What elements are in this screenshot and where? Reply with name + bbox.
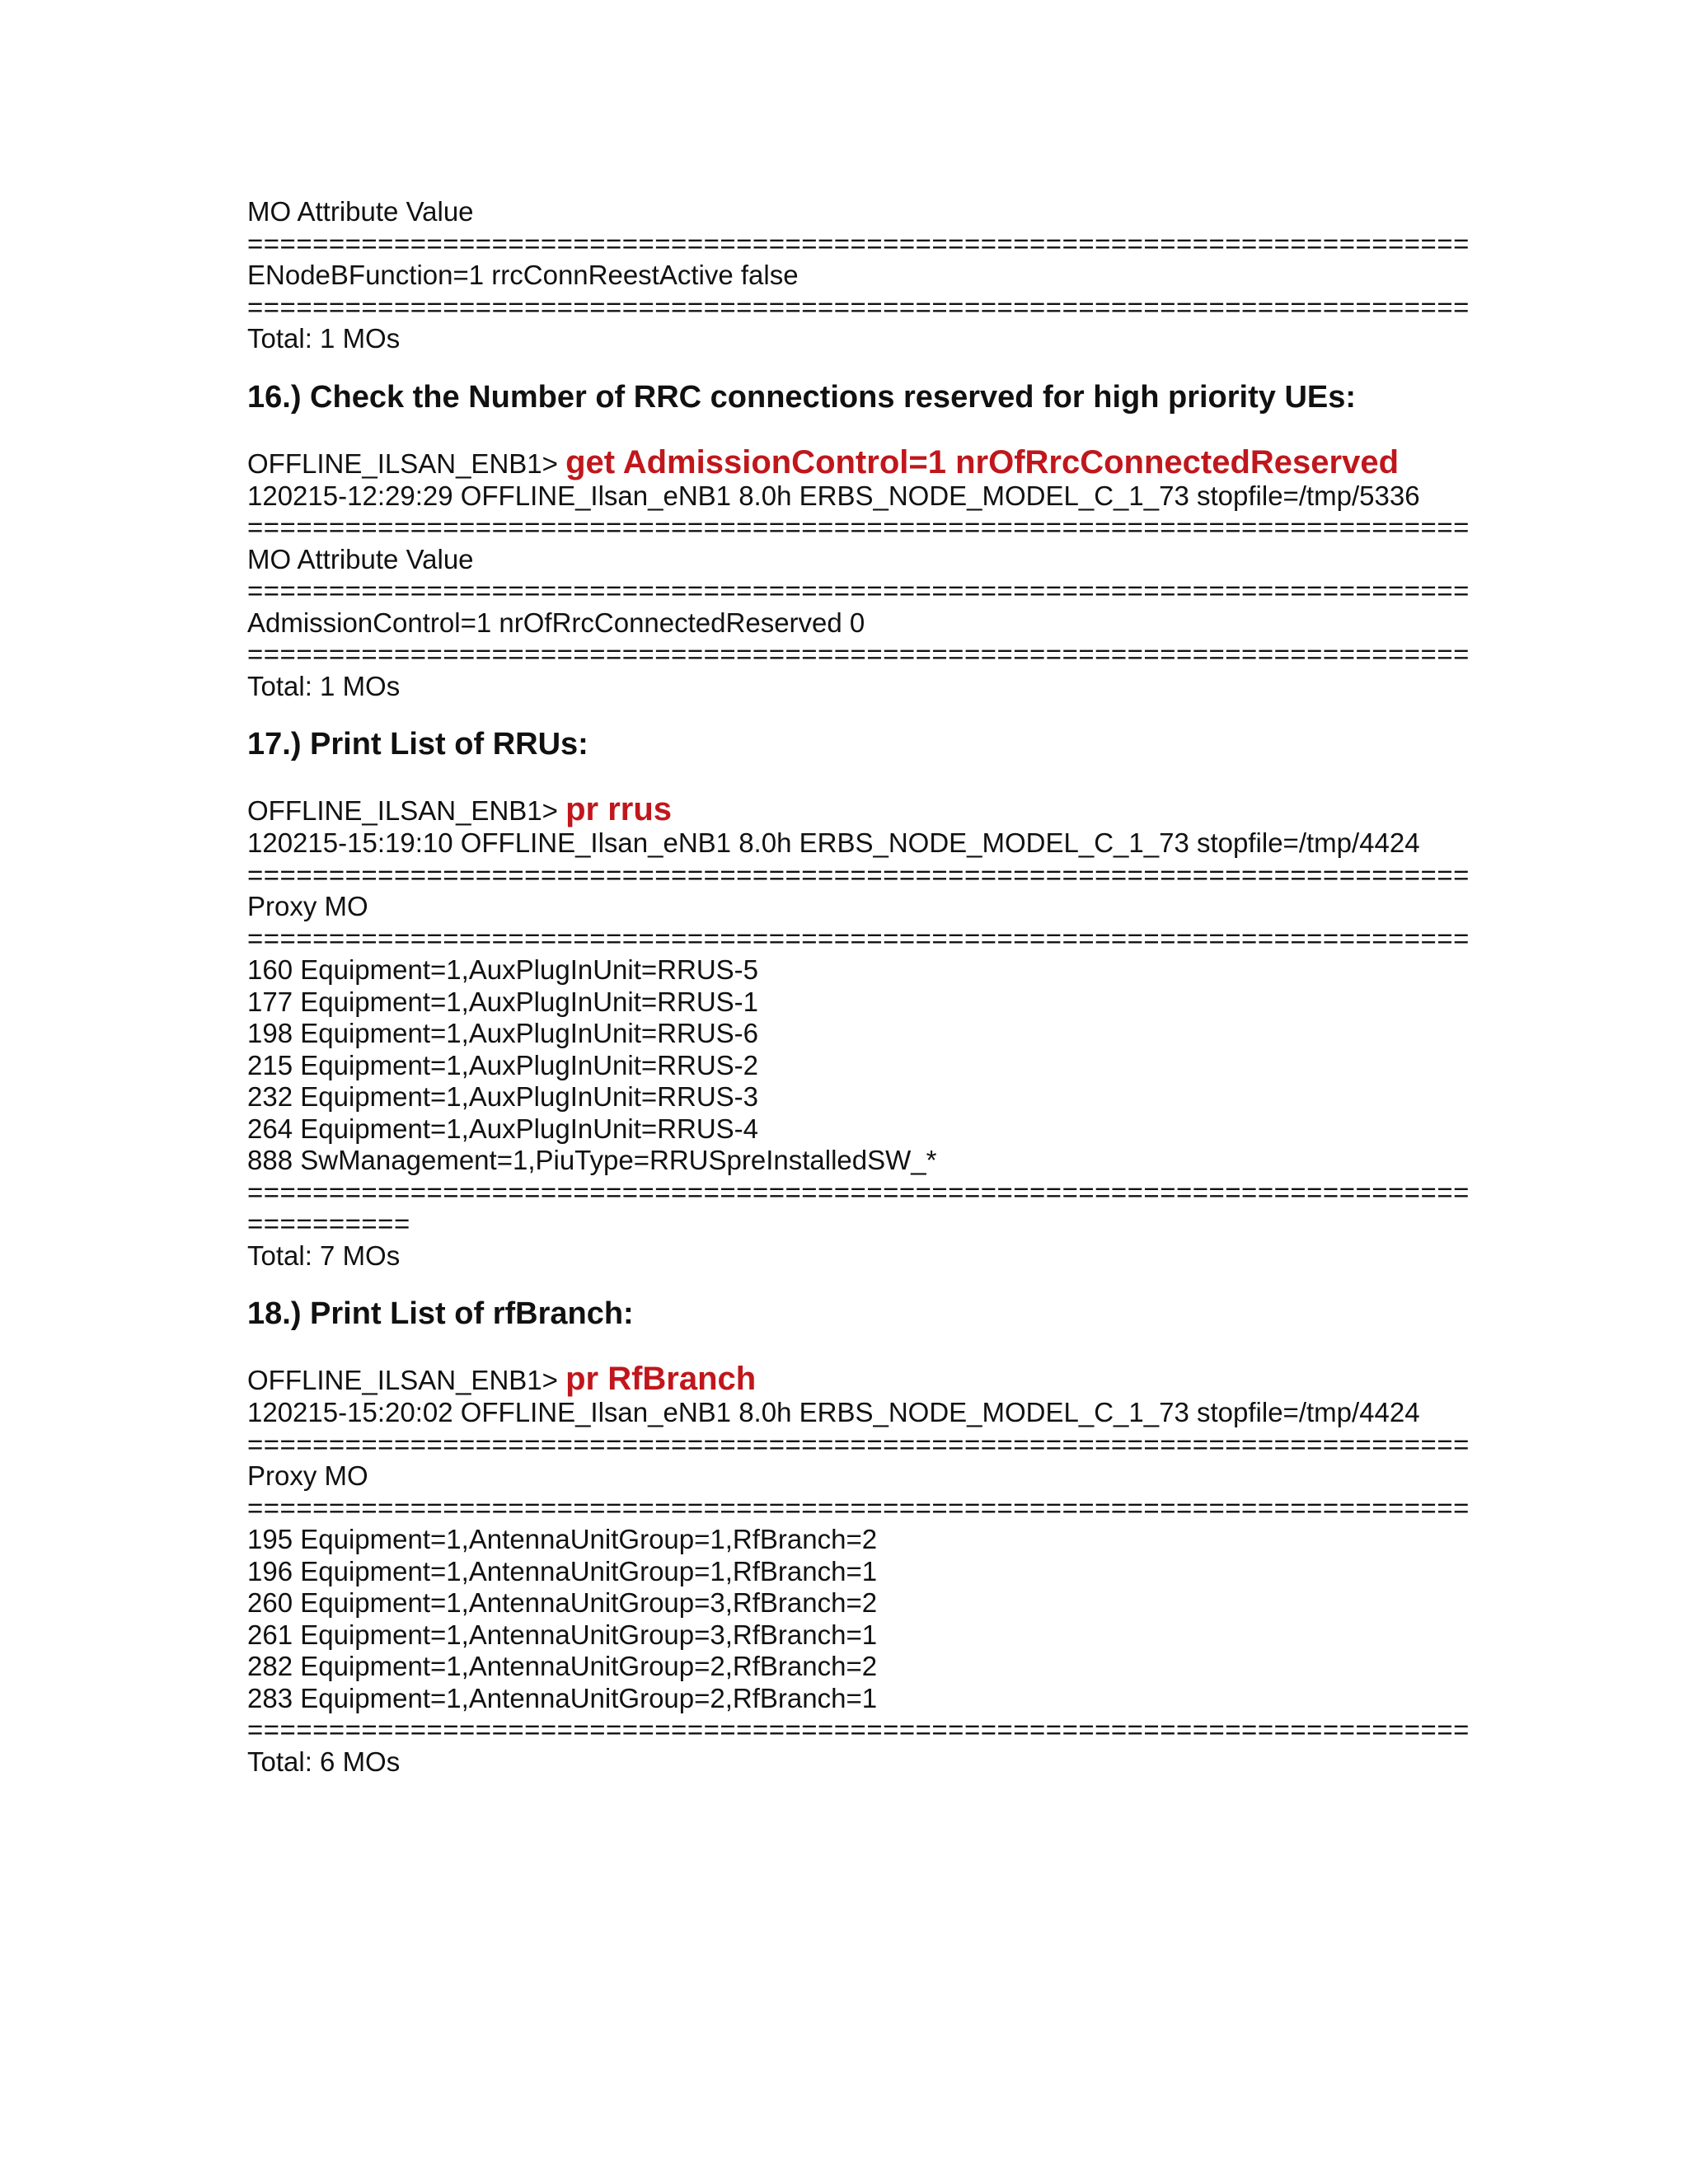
section-16 bbox=[247, 378, 1484, 703]
section-18-heading: 18.) Print List of rfBranch: bbox=[247, 1296, 634, 1331]
section-16-header: MO Attribute Value bbox=[247, 543, 474, 574]
document-page bbox=[247, 196, 1484, 1778]
section-17-info: 120215-15:19:10 OFFLINE_Ilsan_eNB1 8.0h ERBS_NODE_MODEL_C_1_73 stopfile=/tmp/4424 bbox=[247, 827, 1420, 858]
separator: =========================================================================== bbox=[247, 227, 1470, 259]
list-item: 177 Equipment=1,AuxPlugInUnit=RRUS-1 bbox=[247, 986, 759, 1017]
command-text: pr RfBranch bbox=[565, 1361, 757, 1397]
section-16-info: 120215-12:29:29 OFFLINE_Ilsan_eNB1 8.0h ERBS_NODE_MODEL_C_1_73 stopfile=/tmp/5336 bbox=[247, 480, 1420, 511]
section-18-info: 120215-15:20:02 OFFLINE_Ilsan_eNB1 8.0h ERBS_NODE_MODEL_C_1_73 stopfile=/tmp/4424 bbox=[247, 1397, 1420, 1427]
separator: =========================================================================== bbox=[247, 1714, 1470, 1745]
section-16-row: AdmissionControl=1 nrOfRrcConnectedReserved 0 bbox=[247, 607, 865, 638]
top-total: Total: 1 MOs bbox=[247, 323, 401, 354]
section-17-heading: 17.) Print List of RRUs: bbox=[247, 727, 588, 762]
list-item: 160 Equipment=1,AuxPlugInUnit=RRUS-5 bbox=[247, 954, 759, 985]
section-18-total: Total: 6 MOs bbox=[247, 1746, 401, 1777]
section-17-header: Proxy MO bbox=[247, 891, 368, 921]
section-18-header: Proxy MO bbox=[247, 1460, 368, 1491]
top-header: MO Attribute Value bbox=[247, 196, 474, 227]
list-item: 260 Equipment=1,AntennaUnitGroup=3,RfBranch=2 bbox=[247, 1587, 878, 1618]
list-item: 283 Equipment=1,AntennaUnitGroup=2,RfBranch=1 bbox=[247, 1682, 878, 1713]
separator: =========================================================================== bbox=[247, 922, 1470, 954]
section-16-heading: 16.) Check the Number of RRC connections reserved for high priority UEs: bbox=[247, 379, 1357, 415]
list-item: 196 Equipment=1,AntennaUnitGroup=1,RfBranch=1 bbox=[247, 1555, 878, 1586]
separator: =========================================================================== bbox=[247, 859, 1470, 890]
prompt-text: OFFLINE_ILSAN_ENB1> bbox=[247, 795, 566, 826]
section-16-total: Total: 1 MOs bbox=[247, 670, 401, 701]
section-18 bbox=[247, 1295, 1484, 1778]
separator-short: ========== bbox=[247, 1208, 410, 1239]
separator: =========================================================================== bbox=[247, 512, 1470, 542]
separator: =========================================================================== bbox=[247, 1492, 1470, 1523]
separator: =========================================================================== bbox=[247, 639, 1470, 669]
separator: =========================================================================== bbox=[247, 291, 1470, 322]
prompt-text: OFFLINE_ILSAN_ENB1> bbox=[247, 1365, 566, 1395]
command-text: get AdmissionControl=1 nrOfRrcConnectedReserved bbox=[565, 443, 1400, 480]
section-17-command-line bbox=[247, 793, 1484, 827]
top-block bbox=[247, 196, 1484, 355]
section-18-command-line bbox=[247, 1362, 1484, 1397]
separator: =========================================================================== bbox=[247, 1428, 1470, 1460]
list-item: 261 Equipment=1,AntennaUnitGroup=3,RfBranch=1 bbox=[247, 1619, 878, 1650]
list-item: 215 Equipment=1,AuxPlugInUnit=RRUS-2 bbox=[247, 1049, 759, 1080]
section-17-total: Total: 7 MOs bbox=[247, 1240, 401, 1271]
command-text: pr rrus bbox=[565, 791, 673, 827]
list-item: 232 Equipment=1,AuxPlugInUnit=RRUS-3 bbox=[247, 1081, 759, 1112]
list-item: 198 Equipment=1,AuxPlugInUnit=RRUS-6 bbox=[247, 1018, 759, 1048]
prompt-text: OFFLINE_ILSAN_ENB1> bbox=[247, 448, 566, 479]
list-item: 282 Equipment=1,AntennaUnitGroup=2,RfBranch=2 bbox=[247, 1651, 878, 1681]
list-item: 264 Equipment=1,AuxPlugInUnit=RRUS-4 bbox=[247, 1113, 759, 1144]
separator: =========================================================================== bbox=[247, 1176, 1470, 1207]
section-16-command-line bbox=[247, 443, 1484, 480]
section-17 bbox=[247, 725, 1484, 1272]
separator: =========================================================================== bbox=[247, 575, 1470, 606]
list-item: 195 Equipment=1,AntennaUnitGroup=1,RfBranch=2 bbox=[247, 1524, 878, 1554]
top-row: ENodeBFunction=1 rrcConnReestActive false bbox=[247, 260, 799, 290]
list-item: 888 SwManagement=1,PiuType=RRUSpreInstalledSW_* bbox=[247, 1145, 937, 1175]
